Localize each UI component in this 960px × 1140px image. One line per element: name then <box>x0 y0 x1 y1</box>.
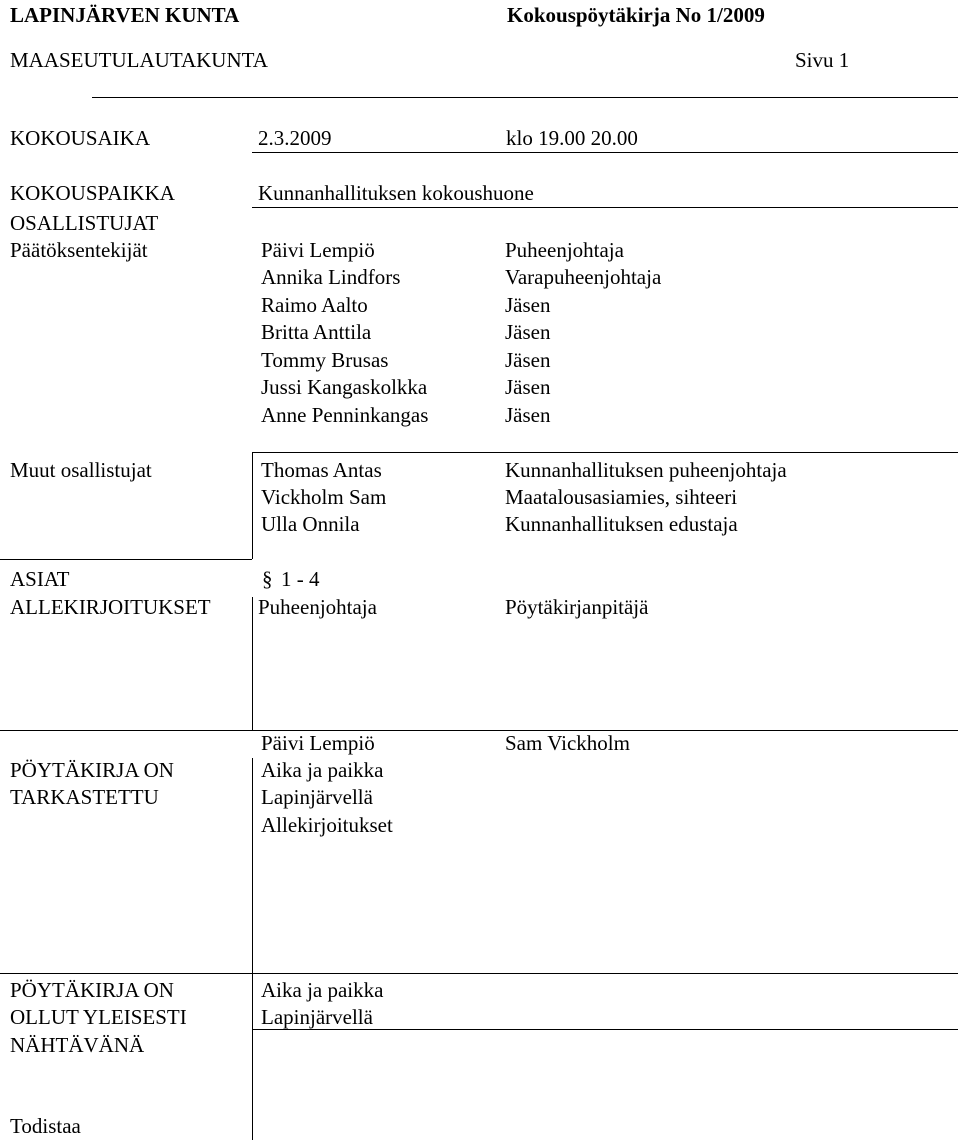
time-divider <box>252 152 958 153</box>
decision-maker-name: Päivi Lempiö <box>261 238 375 262</box>
decision-maker-name: Britta Anttila <box>261 320 372 344</box>
public-divider <box>252 1029 958 1030</box>
reviewed-label-line2: TARKASTETTU <box>10 785 159 809</box>
decision-maker-name: Annika Lindfors <box>261 265 401 289</box>
participants-label: OSALLISTUJAT <box>10 211 159 235</box>
reviewed-column-divider <box>252 758 253 973</box>
public-label-line1: PÖYTÄKIRJA ON <box>10 978 174 1002</box>
other-participant-name: Thomas Antas <box>261 458 382 482</box>
section-sign: § <box>262 567 273 591</box>
reviewed-signatures-label: Allekirjoitukset <box>261 813 393 837</box>
decision-maker-role: Jäsen <box>505 293 551 317</box>
meeting-time: klo 19.00 20.00 <box>506 126 638 150</box>
items-range: 1 - 4 <box>281 567 320 591</box>
meeting-date: 2.3.2009 <box>258 126 332 150</box>
board-name: MAASEUTULAUTAKUNTA <box>10 48 268 72</box>
meeting-place-label: KOKOUSPAIKKA <box>10 181 175 205</box>
meeting-time-label: KOKOUSAIKA <box>10 126 150 150</box>
signature-divider <box>0 730 958 731</box>
decision-maker-role: Jäsen <box>505 348 551 372</box>
decision-maker-name: Anne Penninkangas <box>261 403 429 427</box>
decision-maker-role: Varapuheenjohtaja <box>505 265 662 289</box>
public-label-line2: OLLUT YLEISESTI <box>10 1005 187 1029</box>
decision-maker-name: Jussi Kangaskolkka <box>261 375 428 399</box>
chair-name: Päivi Lempiö <box>261 731 375 755</box>
participants-divider <box>252 452 958 453</box>
signatures-label: ALLEKIRJOITUKSET <box>10 595 211 619</box>
other-participant-role: Kunnanhallituksen puheenjohtaja <box>505 458 787 482</box>
reviewed-place-time-label: Aika ja paikka <box>261 758 384 782</box>
others-column-divider <box>252 452 253 559</box>
secretary-label: Pöytäkirjanpitäjä <box>505 595 649 619</box>
other-participants-label: Muut osallistujat <box>10 458 152 482</box>
chair-label: Puheenjohtaja <box>258 595 377 619</box>
public-column-divider <box>252 973 253 1140</box>
other-participant-name: Vickholm Sam <box>261 485 387 509</box>
public-place-time-label: Aika ja paikka <box>261 978 384 1002</box>
decision-maker-role: Jäsen <box>505 320 551 344</box>
decision-maker-name: Tommy Brusas <box>261 348 389 372</box>
reviewed-place: Lapinjärvellä <box>261 785 373 809</box>
place-divider <box>252 207 958 208</box>
public-label-line3: NÄHTÄVÄNÄ <box>10 1033 145 1057</box>
decision-makers-label: Päätöksentekijät <box>10 238 148 262</box>
items-label: ASIAT <box>10 567 70 591</box>
header-divider <box>92 97 958 98</box>
other-participant-role: Kunnanhallituksen edustaja <box>505 512 738 536</box>
secretary-name: Sam Vickholm <box>505 731 630 755</box>
decision-maker-role: Puheenjohtaja <box>505 238 624 262</box>
decision-maker-role: Jäsen <box>505 403 551 427</box>
certify-label: Todistaa <box>10 1114 81 1138</box>
public-place: Lapinjärvellä <box>261 1005 373 1029</box>
signature-column-divider <box>252 597 253 730</box>
others-divider <box>0 559 252 560</box>
decision-maker-role: Jäsen <box>505 375 551 399</box>
other-participant-role: Maatalousasiamies, sihteeri <box>505 485 738 509</box>
other-participant-name: Ulla Onnila <box>261 512 360 536</box>
document-title: Kokouspöytäkirja No 1/2009 <box>507 3 765 27</box>
reviewed-label-line1: PÖYTÄKIRJA ON <box>10 758 174 782</box>
decision-maker-name: Raimo Aalto <box>261 293 368 317</box>
municipality-name: LAPINJÄRVEN KUNTA <box>10 3 240 27</box>
reviewed-divider <box>0 973 958 974</box>
meeting-place: Kunnanhallituksen kokoushuone <box>258 181 534 205</box>
page-number: Sivu 1 <box>795 48 850 72</box>
